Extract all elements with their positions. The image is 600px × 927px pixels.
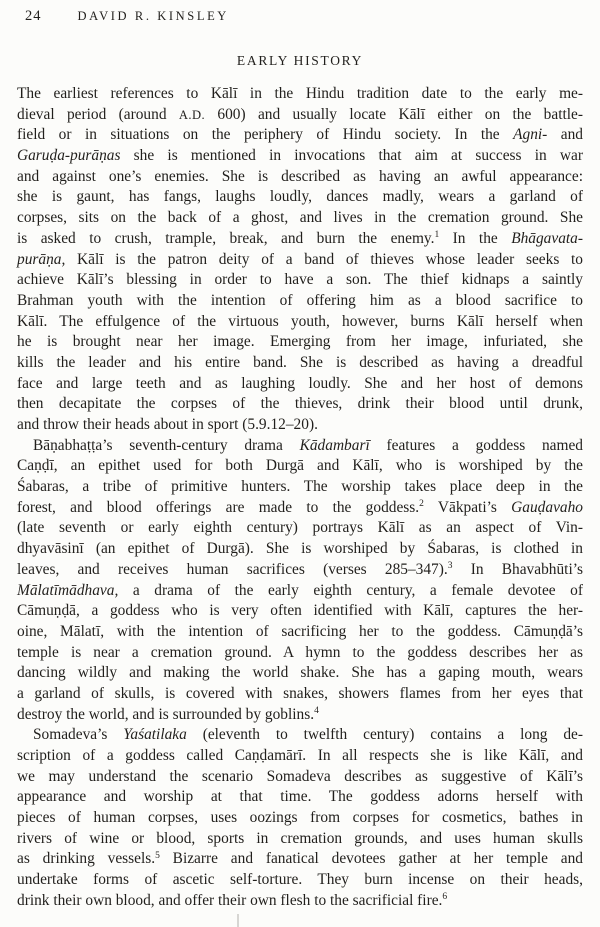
text-segment: Bāṇabhaṭṭa’s seventh-century drama <box>33 436 300 454</box>
text-segment: The earliest references to Kālī in the Hindu tradition date to the early me- <box>17 85 583 102</box>
text-segment: A.D. <box>178 107 205 122</box>
footnote-reference: 2 <box>419 499 424 510</box>
footnote-reference: 6 <box>442 892 448 903</box>
italic-title: Yaśatilaka <box>123 726 187 744</box>
text-segment: kills the leader and his entire band. She is described as having a dreadful <box>17 353 583 371</box>
text-segment: oine, Mālatī, with the intention of sacrificing her to the goddess. Cāmuṇḍā’s <box>17 622 583 640</box>
text-segment: a garland of skulls, is covered with snakes, showers flames from her eyes that <box>17 684 583 702</box>
running-header <box>25 8 582 25</box>
footnote-reference: 1 <box>434 230 440 241</box>
text-line-p2-12 <box>17 663 583 684</box>
text-line-p1-2 <box>17 105 583 126</box>
text-segment: and throw their heads about in sport (5.9.12–20). <box>17 416 318 433</box>
text-segment: Śabaras, a tribe of primitive hunters. The worship takes place deep in the <box>17 478 583 496</box>
text-segment: a drama of the early eighth century, a female devotee of <box>118 581 583 599</box>
text-segment: is asked to crush, trample, break, and burn the enemy. <box>17 229 435 247</box>
text-segment: Brahman youth with the intention of offering him as a blood sacrifice to <box>17 291 583 309</box>
text-line-p3-2 <box>17 746 583 767</box>
text-line-p3-5 <box>17 808 583 829</box>
running-title: DAVID R. KINSLEY <box>77 9 229 23</box>
text-line-p1-16 <box>17 394 583 415</box>
text-segment: Caṇḍī, an epithet used for both Durgā and Kālī, who is worshiped by the <box>17 457 583 475</box>
text-segment: (eleventh to twelfth century) contains a long de- <box>186 726 583 744</box>
text-segment: features a goddess named <box>369 436 584 454</box>
text-line-p1-13 <box>17 332 583 353</box>
text-line-p2-6 <box>17 539 583 560</box>
text-segment: he is brought near her image. Emerging from her image, infuriated, she <box>17 333 583 351</box>
text-segment: appearance and worship at that time. The goddess adorns herself with <box>17 788 583 806</box>
text-segment: then decapitate the corpses of the thieves, drink their blood until drunk, <box>17 395 583 413</box>
text-segment: we may understand the scenario Somadeva describes as suggestive of Kālī’s <box>17 767 583 785</box>
italic-title: Bhāgavata- <box>511 229 583 247</box>
body-text <box>17 84 583 912</box>
text-line-p1-12 <box>17 312 583 333</box>
text-segment: scription of a goddess called Caṇḍamārī. In all respects she is like Kālī, and <box>17 747 583 764</box>
text-line-p2-11 <box>17 643 583 664</box>
text-line-p2-7 <box>17 560 583 581</box>
text-segment: (late seventh or early eighth century) portrays Kālī as an aspect of Vin- <box>17 519 583 537</box>
text-line-p1-7 <box>17 208 583 229</box>
text-line-p2-1 <box>17 436 583 457</box>
text-line-p3-9 <box>17 891 583 912</box>
text-line-p1-8 <box>17 229 583 250</box>
text-segment: leaves, and receives human sacrifices (verses 285–347). <box>17 560 448 578</box>
text-line-p1-17 <box>17 415 583 436</box>
text-line-p2-4 <box>17 498 583 519</box>
text-line-p2-13 <box>17 684 583 705</box>
text-segment: Kālī is the patron deity of a band of thieves whose leader seeks to <box>65 250 583 268</box>
scan-artifact-mark <box>237 914 239 927</box>
text-segment: Bizarre and fanatical devotees gather at her temple and <box>159 850 583 868</box>
text-segment: field or in situations on the periphery of Hindu society. In the <box>17 126 514 144</box>
text-segment: she is mentioned in invocations that aim at success in war <box>120 147 583 165</box>
text-segment: face and large teeth and as laughing loudly. She and her host of demons <box>17 374 583 392</box>
text-line-p1-14 <box>17 353 583 374</box>
text-line-p1-15 <box>17 374 583 395</box>
italic-title: Agni- <box>513 126 548 144</box>
text-segment: and <box>547 126 583 144</box>
text-line-p2-5 <box>17 518 583 539</box>
text-line-p2-10 <box>17 622 583 643</box>
italic-title: Kādambarī <box>299 436 370 454</box>
italic-title: Garuḍa-purāṇas <box>17 147 121 165</box>
text-line-p2-8 <box>17 581 583 602</box>
text-segment: forest, and blood offerings are made to the goddess. <box>17 498 420 516</box>
text-line-p2-14 <box>17 705 583 726</box>
text-segment: Vākpati’s <box>423 498 512 516</box>
text-line-p3-1 <box>17 725 583 746</box>
text-segment: as drinking vessels. <box>17 850 156 868</box>
text-segment: Somadeva’s <box>33 726 124 744</box>
text-segment: she is gaunt, has fangs, laughs loudly, dances madly, wears a garland of <box>17 188 583 206</box>
footnote-reference: 3 <box>447 561 453 572</box>
text-segment: dhyavāsinī (an epithet of Durgā). She is worshiped by Śabaras, is clothed in <box>17 540 583 558</box>
text-segment: destroy the world, and is surrounded by goblins. <box>17 705 315 723</box>
text-line-p2-2 <box>17 456 583 477</box>
text-line-p3-4 <box>17 787 583 808</box>
text-line-p1-1 <box>17 84 583 105</box>
text-segment: 600) and usually locate Kālī either on the battle- <box>205 105 583 123</box>
italic-title: purāṇa, <box>17 250 66 268</box>
text-line-p1-4 <box>17 146 583 167</box>
text-segment: In the <box>439 229 512 247</box>
text-line-p2-3 <box>17 477 583 498</box>
text-line-p3-8 <box>17 870 583 891</box>
text-segment: In Bhavabhūti’s <box>452 560 583 578</box>
text-line-p1-9 <box>17 250 583 271</box>
italic-title: Mālatīmādhava, <box>17 581 119 599</box>
text-segment: pieces of human corpses, uses oozings from corpses for cosmetics, bathes in <box>17 809 583 827</box>
text-segment: dieval period (around <box>17 105 179 123</box>
italic-title: Gauḍavaho <box>511 498 583 516</box>
text-segment: drink their own blood, and offer their own flesh to the sacrificial fire. <box>17 891 443 909</box>
page-number: 24 <box>25 8 42 24</box>
text-line-p1-10 <box>17 270 583 291</box>
text-line-p3-6 <box>17 829 583 850</box>
text-segment: rivers of wine or blood, sports in cremation grounds, and uses human skulls <box>17 829 583 847</box>
text-line-p2-9 <box>17 601 583 622</box>
text-line-p3-7 <box>17 849 583 870</box>
text-line-p1-3 <box>17 125 583 146</box>
text-line-p3-3 <box>17 767 583 788</box>
text-segment: dancing wildly and making the world shake. She has a gaping mouth, wears <box>17 664 583 682</box>
text-line-p1-11 <box>17 291 583 312</box>
text-segment: corpses, sits on the back of a ghost, and lives in the cremation ground. She <box>17 209 583 227</box>
text-segment: and against one’s enemies. She is described as having an awful appearance: <box>17 167 583 185</box>
text-line-p1-5 <box>17 167 583 188</box>
text-line-p1-6 <box>17 187 583 208</box>
text-segment: Cāmuṇḍā, a goddess who is very often identified with Kālī, captures the her- <box>17 602 583 620</box>
text-segment: Kālī. The effulgence of the virtuous youth, however, burns Kālī herself when <box>17 312 583 330</box>
text-segment: undertake forms of ascetic self-torture. They burn incense on their heads, <box>17 871 583 889</box>
footnote-reference: 5 <box>155 850 160 861</box>
section-heading: EARLY HISTORY <box>236 53 364 68</box>
footnote-reference: 4 <box>314 706 319 717</box>
text-segment: achieve Kālī’s blessing in order to have a son. The thief kidnaps a saintly <box>17 271 583 289</box>
text-segment: temple is near a cremation ground. A hymn to the goddess describes her as <box>17 643 583 661</box>
